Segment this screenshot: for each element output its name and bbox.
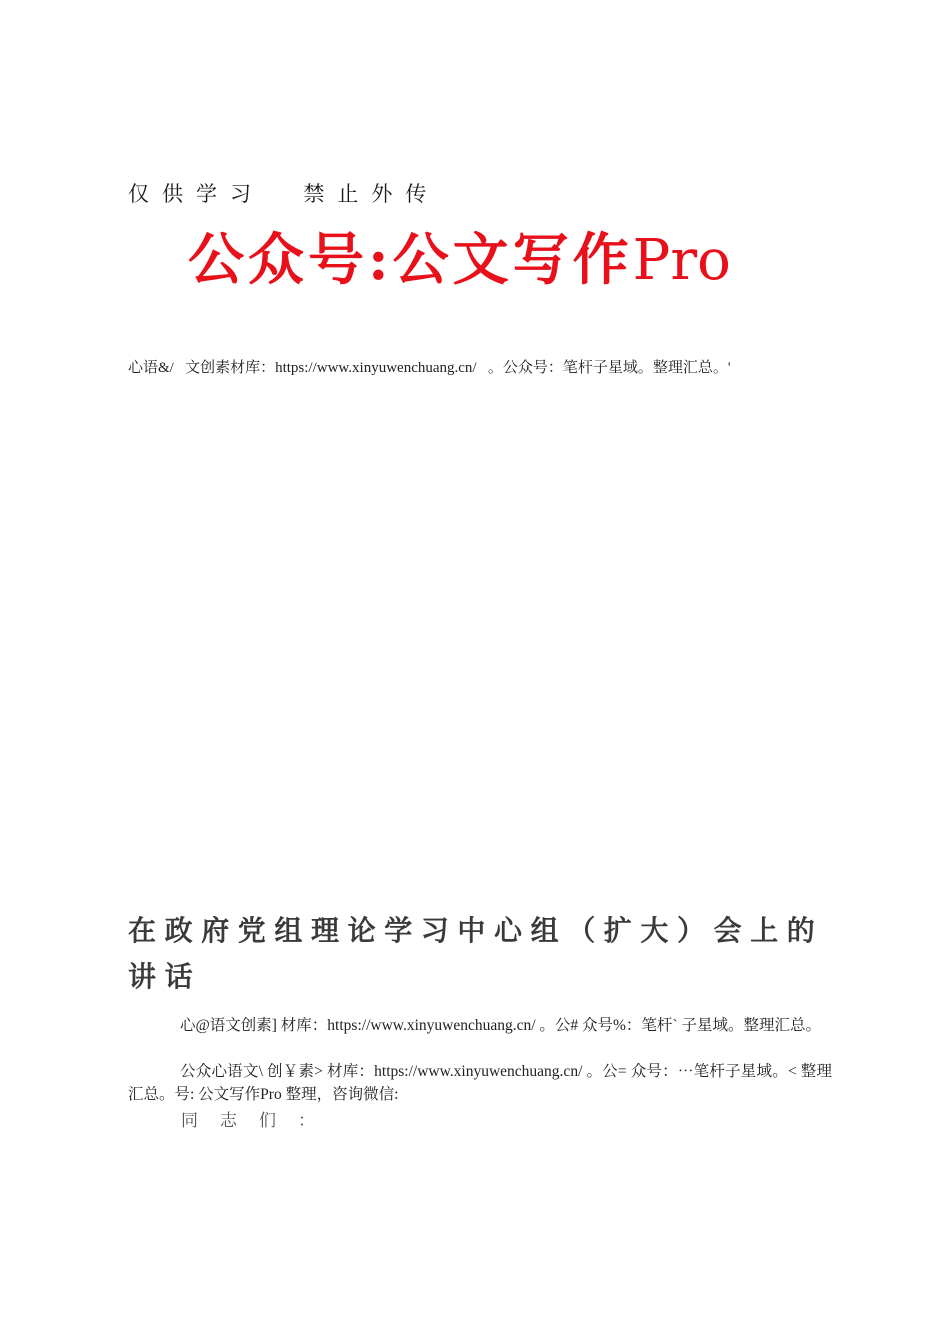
salutation: 同志们： — [181, 1111, 337, 1130]
document-title: 在政府党组理论学习中心组（扩大）会上的讲话 — [128, 914, 824, 993]
brand-suffix-text: Pro — [632, 228, 731, 293]
body-paragraph: 心@语文创素] 材库：https://www.xinyuwenchuang.cn/ 。公# 众号%：笔杆` 子星域。整理汇总。 — [180, 1017, 821, 1034]
internal-use-notice: 仅供学习 禁止外传 — [128, 182, 440, 206]
body-paragraph: 公众心语文\ 创￥素> 材库：https://www.xinyuwenchuang.cn/ 。公= 众号：⋯笔杆子星域。< 整理汇总。号: 公文写作Pro 整理，咨询微信: — [128, 1063, 832, 1103]
brand-banner — [188, 224, 731, 297]
source-watermark-line: 心语&/ 文创素材库：https://www.xinyuwenchuang.cn/ 。公众号：笔杆子星域。整理汇总。' — [128, 360, 731, 376]
brand-main-text: 公众号:公文写作 — [188, 227, 633, 293]
